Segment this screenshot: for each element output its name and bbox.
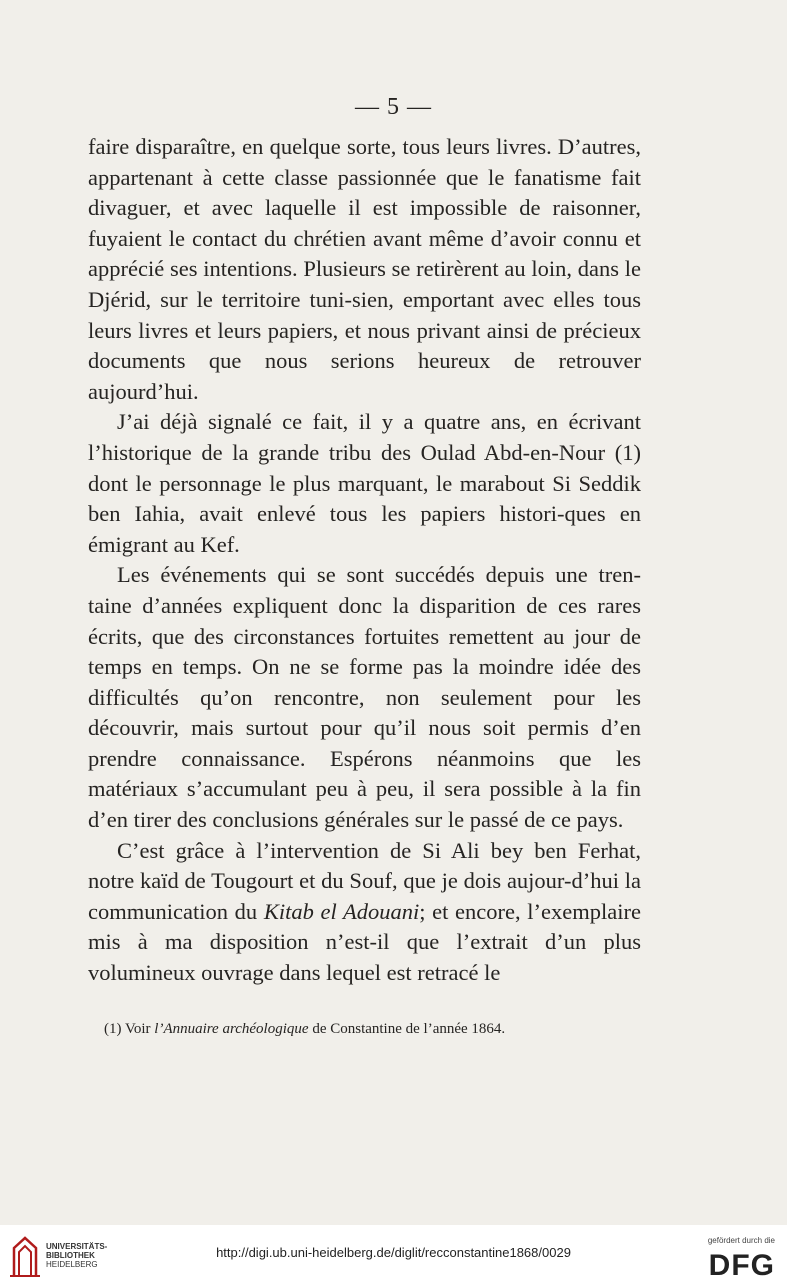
paragraph-2: J’ai déjà signalé ce fait, il y a quatre ans, en écrivant l’historique de la grande tribu des Oulad Abd-en-Nour (1) dont le personnage le plus marquant, le marabout Si Seddik ben Iahia, avait enlevé tous les papiers histori-ques en émigrant au Kef. [88,409,641,557]
body-text [88,132,641,989]
footnote-before: (1) Voir [104,1021,155,1037]
paragraph-1: faire disparaître, en quelque sorte, tous leurs livres. D’autres, appartenant à cette classe passionnée que le fanatisme fait divaguer, et avec laquelle il est impossible de raisonner, fuyaient le contact du chrétien avant même d’avoir connu et apprécié ses intentions. Plusieurs se retirèrent au loin, dans le Djérid, sur le territoire tuni-sien, emportant avec elles tous leurs livres et leurs papiers, et nous privant ainsi de précieux documents que nous serions heureux de retrouver aujourd’hui. [88,134,641,404]
paragraph-4-after: ; et encore, l’exemplaire mis à ma disposition n’est-il que l’extrait d’un plus volumineux ouvrage dans lequel est retracé le [88,898,641,986]
footnote-title: l’Annuaire archéologique [154,1021,309,1037]
paragraph-4-before: C’est grâce à l’intervention de Si Ali bey ben Ferhat, notre kaïd de Tougourt et du Souf, que je dois aujour-d’hui la communication du [88,837,641,924]
page-number: — 5 — [355,94,432,120]
footnote [104,1020,664,1038]
book-title: Kitab el Adouani [263,898,420,924]
dfg-logo: DFG [708,1249,775,1282]
funded-by-label: gefördert durch die [707,1236,775,1245]
library-name-line-2: BIBLIOTHEK [46,1251,95,1260]
paragraph-4 [88,836,641,989]
library-name-line-3: HEIDELBERG [46,1260,98,1269]
paragraph-3: Les événements qui se sont succédés depuis une tren-taine d’années expliquent donc la disparition de ces rares écrits, que des circonstances fortuites remettent au jour de temps en temps. On ne se forme pas la moindre idée des difficultés qu’on rencontre, non seulement pour les découvrir, mais surtout pour qu’il nous soit permis d’en prendre connaissance. Espérons néanmoins que les matériaux s’accumulant peu à peu, il sera possible à la fin d’en tirer des conclusions générales sur le passé de ce pays. [88,562,641,833]
footnote-after: de Constantine de l’année 1864. [308,1021,506,1037]
source-url-link[interactable]: http://digi.ub.uni-heidelberg.de/diglit/recconstantine1868/0029 [216,1245,571,1260]
library-name-line-1: UNIVERSITÄTS- [46,1242,108,1251]
